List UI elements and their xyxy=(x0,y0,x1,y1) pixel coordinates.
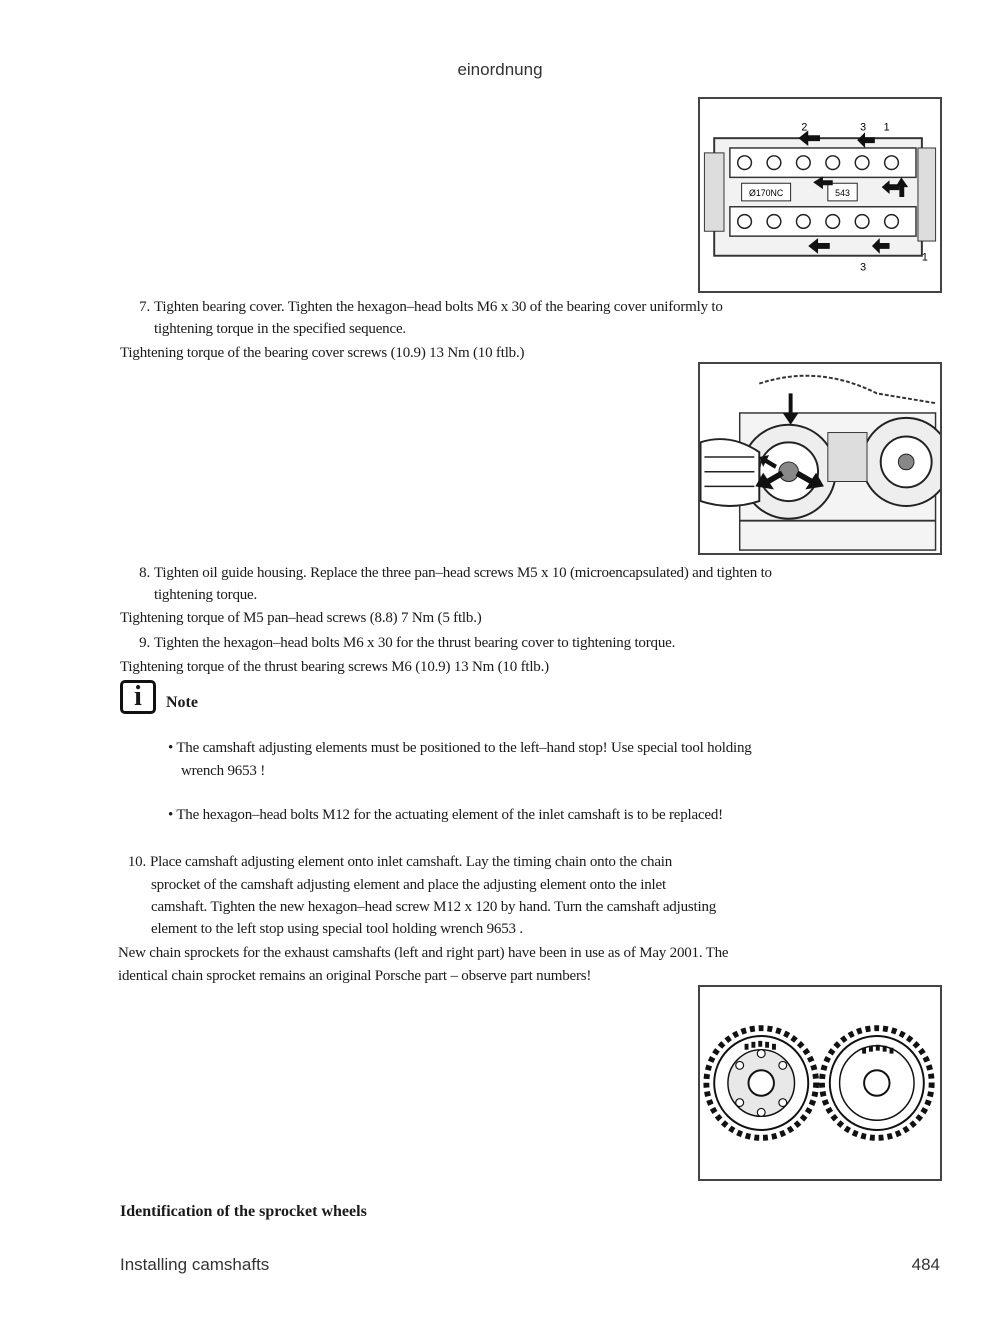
torque-bearing-cover: Tightening torque of the bearing cover screws (10.9) 13 Nm (10 ftlb.) xyxy=(120,345,525,361)
svg-text:3: 3 xyxy=(860,121,867,134)
step-10: 10. Place camshaft adjusting element onto inlet camshaft. Lay the timing chain onto the chain xyxy=(127,854,673,870)
step-7: 7. Tighten bearing cover. Tighten the hexagon–head bolts M6 x 30 of the bearing cover uniformly to xyxy=(139,299,723,315)
figure-oil-guide-housing xyxy=(698,362,942,555)
note-bullet-1-continuation: wrench 9653 ! xyxy=(181,763,266,779)
step-9: 9. Tighten the hexagon–head bolts M6 x 30 for the thrust bearing cover to tightening torque. xyxy=(139,635,676,651)
step-10-line-3: camshaft. Tighten the new hexagon–head screw M12 x 120 by hand. Turn the camshaft adjusting xyxy=(151,899,717,915)
step-8: 8. Tighten oil guide housing. Replace the three pan–head screws M5 x 10 (microencapsulated) and tighten to xyxy=(139,565,772,581)
figure-caption: Identification of the sprocket wheels xyxy=(120,1203,367,1220)
step-7-continuation: tightening torque in the specified sequence. xyxy=(154,321,406,337)
svg-text:543: 543 xyxy=(835,187,850,198)
sprocket-info-line-1: New chain sprockets for the exhaust camshafts (left and right part) have been in use as of May 2001. The xyxy=(118,945,729,961)
svg-text:2: 2 xyxy=(801,121,808,134)
note-bullet-1: • The camshaft adjusting elements must be positioned to the left–hand stop! Use special tool holding xyxy=(168,740,752,756)
step-8-continuation: tightening torque. xyxy=(154,587,258,603)
figure-sprocket-wheels xyxy=(698,985,942,1181)
note-bullet-2: • The hexagon–head bolts M12 for the actuating element of the inlet camshaft is to be replaced! xyxy=(168,807,723,823)
svg-text:1: 1 xyxy=(883,121,890,134)
note-label: Note xyxy=(166,694,198,711)
page-number: 484 xyxy=(911,1255,940,1274)
svg-text:Ø170NC: Ø170NC xyxy=(749,187,784,198)
torque-thrust-bearing: Tightening torque of the thrust bearing screws M6 (10.9) 13 Nm (10 ftlb.) xyxy=(120,659,549,675)
footer-section-title: Installing camshafts xyxy=(120,1255,270,1274)
svg-text:3: 3 xyxy=(860,261,867,274)
page-header: einordnung xyxy=(457,60,543,79)
step-10-line-4: element to the left stop using special tool holding wrench 9653 . xyxy=(151,921,523,937)
torque-m5-screws: Tightening torque of M5 pan–head screws (8.8) 7 Nm (5 ftlb.) xyxy=(120,610,482,626)
sprocket-info-line-2: identical chain sprocket remains an original Porsche part – observe part numbers! xyxy=(118,968,592,984)
svg-text:1: 1 xyxy=(921,251,928,264)
figure-bearing-cover-sequence xyxy=(698,97,942,293)
info-icon: i xyxy=(120,680,156,714)
step-10-line-2: sprocket of the camshaft adjusting element and place the adjusting element onto the inlet xyxy=(151,877,666,893)
